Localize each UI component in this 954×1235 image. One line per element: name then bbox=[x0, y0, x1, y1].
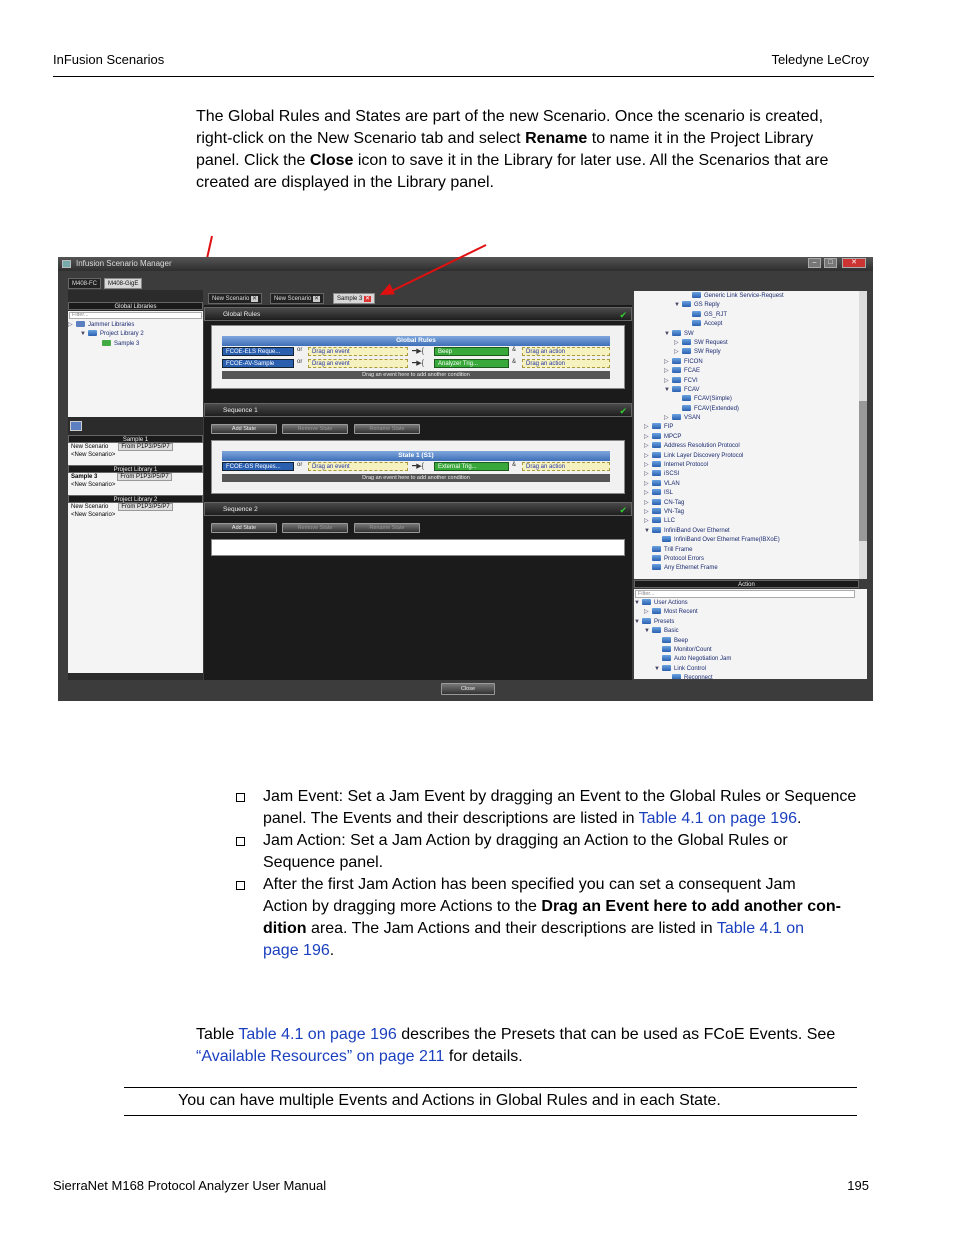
sequence-2-bar[interactable]: Sequence 2 ✔ bbox=[204, 502, 632, 516]
tree-item[interactable] bbox=[634, 405, 859, 414]
event-tree-scrollbar[interactable] bbox=[859, 291, 867, 579]
library-row[interactable]: <New Scenario> bbox=[71, 482, 116, 488]
sequence-2-panel bbox=[211, 539, 625, 556]
arrow-connector-icon: ━▶{ bbox=[412, 463, 424, 470]
remove-state-button[interactable]: Remove State bbox=[282, 424, 348, 434]
folder-icon bbox=[682, 301, 691, 307]
header-rule bbox=[53, 76, 874, 77]
tree-item[interactable] bbox=[634, 655, 867, 664]
folder-icon bbox=[662, 655, 671, 661]
tree-item[interactable] bbox=[634, 555, 859, 564]
drag-action-cell[interactable]: Drag an action bbox=[522, 462, 610, 471]
action-cell[interactable]: Beep bbox=[434, 347, 509, 356]
tree-item[interactable] bbox=[634, 320, 859, 329]
folder-icon bbox=[682, 348, 691, 354]
tree-item[interactable] bbox=[634, 517, 859, 526]
expand-toggle-icon[interactable]: ▷ bbox=[644, 499, 649, 506]
folder-icon bbox=[682, 405, 691, 411]
expand-toggle-icon[interactable]: ▷ bbox=[674, 339, 679, 346]
bullet-list bbox=[236, 786, 876, 962]
tree-item[interactable] bbox=[634, 618, 867, 627]
arrow-connector-icon: ━▶{ bbox=[412, 360, 424, 367]
tree-item-label: Internet Protocol bbox=[664, 462, 709, 469]
folder-icon bbox=[662, 665, 671, 671]
expand-toggle-icon[interactable]: ▷ bbox=[644, 609, 649, 616]
tree-item[interactable] bbox=[634, 433, 859, 442]
library-row[interactable]: New Scenario From P1P3/P5/P7 bbox=[71, 443, 203, 451]
expand-toggle-icon[interactable]: ▷ bbox=[644, 462, 649, 469]
tree-item-label: SW bbox=[684, 330, 694, 337]
folder-icon bbox=[642, 618, 651, 624]
library-header-project-library-1: Project Library 1 bbox=[68, 465, 203, 473]
window-titlebar: Infusion Scenario Manager bbox=[58, 257, 873, 271]
library-list bbox=[68, 435, 203, 673]
drag-event-cell[interactable]: Drag an event bbox=[308, 462, 408, 471]
event-cell[interactable]: FCOE-AV-Sample bbox=[222, 359, 294, 368]
tree-item[interactable] bbox=[634, 470, 859, 479]
folder-icon bbox=[672, 358, 681, 364]
tree-item[interactable] bbox=[634, 608, 867, 617]
folder-icon bbox=[692, 292, 701, 298]
checkbox-bullet-icon bbox=[236, 881, 245, 890]
tree-item-label: Reconnect bbox=[684, 675, 713, 679]
action-cell[interactable]: External Trig... bbox=[434, 462, 509, 471]
tree-item[interactable] bbox=[634, 423, 859, 432]
tree-item[interactable] bbox=[634, 461, 859, 470]
drag-event-cell[interactable]: Drag an event bbox=[308, 359, 408, 368]
folder-icon bbox=[652, 461, 661, 467]
scenario-tab-active[interactable]: Sample 3 ✕ bbox=[333, 293, 375, 304]
tree-item[interactable] bbox=[634, 536, 859, 545]
note-rule-bottom bbox=[124, 1115, 857, 1116]
drag-action-cell[interactable]: Drag an action bbox=[522, 359, 610, 368]
tree-item-label: ISL bbox=[664, 490, 674, 497]
tree-item[interactable] bbox=[634, 452, 859, 461]
close-button[interactable]: Close bbox=[441, 683, 495, 695]
expand-toggle-icon[interactable]: ▷ bbox=[674, 349, 679, 356]
folder-icon bbox=[652, 442, 661, 448]
expand-toggle-icon[interactable]: ▷ bbox=[644, 452, 649, 459]
tab-close-icon[interactable]: ✕ bbox=[365, 296, 371, 302]
footer-title: SierraNet M168 Protocol Analyzer User Manual bbox=[53, 1178, 327, 1193]
tree-item[interactable] bbox=[634, 442, 859, 451]
rename-state-button[interactable]: Rename State bbox=[354, 523, 420, 533]
tree-item-label: Generic Link Service-Request bbox=[704, 293, 784, 299]
expand-toggle-icon[interactable]: ▼ bbox=[674, 302, 680, 309]
tree-item[interactable] bbox=[634, 564, 859, 573]
tree-item-label: Accept bbox=[704, 321, 723, 328]
library-row[interactable]: New Scenario From P1P3/P5/P7 bbox=[71, 503, 203, 511]
event-tree-pane bbox=[634, 291, 859, 579]
folder-icon bbox=[672, 414, 681, 420]
global-libraries-header: Global Libraries bbox=[68, 302, 203, 310]
drag-condition-area[interactable]: Drag an event here to add another condition bbox=[222, 474, 610, 482]
tree-item-label: FIP bbox=[664, 424, 674, 431]
intro-line: The Global Rules and States are part of the new Scenario. Once the scenario is created, bbox=[196, 108, 824, 125]
table-link[interactable]: Table 4.1 on page 196 bbox=[638, 810, 797, 827]
tree-item-label: FCAV(Extended) bbox=[694, 405, 739, 412]
state-1-panel bbox=[211, 440, 625, 494]
tree-item-label: SW Request bbox=[694, 339, 728, 346]
event-cell[interactable]: FCOE-GS Reques... bbox=[222, 462, 294, 471]
scenario-tab[interactable]: New Scenario ✕ bbox=[208, 293, 262, 304]
folder-icon bbox=[652, 546, 661, 552]
expand-toggle-icon[interactable]: ▷ bbox=[644, 480, 649, 487]
expand-toggle-icon[interactable]: ▷ bbox=[664, 415, 669, 422]
tree-item-sample-3[interactable]: Sample 3 bbox=[68, 340, 203, 349]
expand-toggle-icon[interactable]: ▷ bbox=[644, 443, 649, 450]
tree-item-label: Basic bbox=[664, 628, 679, 635]
tree-item-label: InfiniBand Over Ethernet Frame(IBXoE) bbox=[674, 537, 780, 544]
folder-icon bbox=[692, 320, 701, 326]
folder-icon bbox=[652, 527, 661, 533]
folder-icon bbox=[662, 646, 671, 652]
intro-line: created are displayed in the Library panel. bbox=[196, 174, 494, 191]
add-state-button[interactable]: Add State bbox=[211, 424, 277, 434]
folder-icon bbox=[672, 674, 681, 679]
running-header-left: InFusion Scenarios bbox=[53, 52, 165, 67]
folder-icon bbox=[652, 433, 661, 439]
expand-toggle-icon[interactable]: ▼ bbox=[654, 665, 660, 672]
tree-item-label: Monitor/Count bbox=[674, 646, 712, 653]
tree-item[interactable] bbox=[634, 480, 859, 489]
table-paragraph: Table Table 4.1 on page 196 describes the Presets that can be used as FCoE Events. See “Available Resources” on page 211 for details. bbox=[196, 1026, 836, 1065]
tree-item[interactable] bbox=[634, 377, 859, 386]
folder-icon bbox=[652, 452, 661, 458]
expand-toggle-icon[interactable]: ▷ bbox=[644, 490, 649, 497]
expand-toggle-icon[interactable]: ▷ bbox=[644, 471, 649, 478]
folder-icon bbox=[682, 339, 691, 345]
tree-item[interactable] bbox=[634, 499, 859, 508]
expand-toggle-icon[interactable]: ▷ bbox=[644, 424, 649, 431]
expand-toggle-icon[interactable]: ▷ bbox=[664, 368, 669, 375]
tree-item[interactable] bbox=[634, 674, 867, 679]
tab-m408-gige[interactable]: M408-GigE bbox=[104, 278, 142, 289]
check-icon: ✔ bbox=[619, 310, 627, 320]
tree-item[interactable] bbox=[634, 646, 867, 655]
tree-item-label: Most Recent bbox=[664, 609, 698, 616]
folder-icon bbox=[652, 499, 661, 505]
tree-item-label: Any Ethernet Frame bbox=[664, 565, 718, 572]
close-window-icon[interactable]: ✕ bbox=[842, 258, 866, 268]
expand-toggle-icon[interactable]: ▼ bbox=[644, 628, 650, 635]
and-label: & bbox=[512, 347, 517, 353]
folder-icon bbox=[652, 508, 661, 514]
expand-toggle-icon[interactable]: ▷ bbox=[664, 358, 669, 365]
tree-item[interactable] bbox=[634, 348, 859, 357]
list-item: Jam Action: Set a Jam Action by dragging an Action to the Global Rules or Sequence panel. bbox=[236, 830, 876, 874]
table-link[interactable]: Table 4.1 on bbox=[716, 920, 805, 937]
list-item: Jam Event: Set a Jam Event by dragging an Event to the Global Rules or Sequence panel. The Events and their descriptions are listed in Table 4.1 on page 196. bbox=[236, 786, 876, 830]
global-rules-panel bbox=[211, 325, 625, 389]
library-row[interactable]: <New Scenario> bbox=[71, 512, 116, 518]
app-icon bbox=[62, 260, 71, 268]
and-label: & bbox=[512, 359, 517, 365]
tree-item[interactable] bbox=[634, 527, 859, 536]
or-label: or bbox=[297, 462, 303, 468]
tree-item-project-library-2[interactable]: ▼ Project Library 2 bbox=[80, 331, 144, 338]
drag-action-cell[interactable]: Drag an action bbox=[522, 347, 610, 356]
folder-icon bbox=[652, 489, 661, 495]
folder-icon bbox=[652, 423, 661, 429]
library-row[interactable]: Sample 3 From P1P3/P5/P7 bbox=[71, 473, 203, 481]
tree-item-label: iSCSI bbox=[664, 471, 680, 478]
table-link[interactable]: page 196 bbox=[263, 942, 330, 959]
arrow-connector-icon: ━▶{ bbox=[412, 348, 424, 355]
expand-toggle-icon[interactable]: ▷ bbox=[644, 508, 649, 515]
tree-item-label: LLC bbox=[664, 518, 676, 525]
note-text: You can have multiple Events and Actions in Global Rules and in each State. bbox=[178, 1092, 721, 1109]
tree-item-label: Trill Frame bbox=[664, 546, 693, 553]
tree-item-label: Link Layer Discovery Protocol bbox=[664, 452, 744, 459]
or-label: or bbox=[297, 359, 303, 365]
tab-close-icon[interactable]: ✕ bbox=[314, 296, 320, 302]
resources-link[interactable]: “Available Resources” on page 211 bbox=[196, 1048, 445, 1065]
checkbox-bullet-icon bbox=[236, 793, 245, 802]
intro-paragraph bbox=[196, 106, 876, 194]
tree-item-label: SW Reply bbox=[694, 349, 721, 356]
folder-icon bbox=[682, 395, 691, 401]
folder-icon bbox=[672, 367, 681, 373]
tree-item[interactable] bbox=[634, 339, 859, 348]
library-row[interactable]: <New Scenario> bbox=[71, 452, 116, 458]
page-number: 195 bbox=[847, 1178, 869, 1193]
expand-toggle-icon[interactable]: ▼ bbox=[644, 527, 650, 534]
folder-icon bbox=[692, 311, 701, 317]
sequence-1-bar[interactable]: Sequence 1 ✔ bbox=[204, 403, 632, 417]
and-label: & bbox=[512, 462, 517, 468]
expand-toggle-icon[interactable]: ▼ bbox=[634, 618, 640, 625]
scenario-manager-screenshot bbox=[58, 257, 873, 701]
maximize-icon[interactable]: □ bbox=[824, 258, 837, 268]
expand-toggle-icon[interactable]: ▼ bbox=[634, 600, 640, 606]
tree-item-label: GS Reply bbox=[694, 302, 720, 309]
library-header-project-library-2: Project Library 2 bbox=[68, 495, 203, 503]
tree-item-label: FCAV bbox=[684, 386, 700, 393]
global-libraries-filter[interactable]: Filter... bbox=[69, 312, 202, 319]
tree-item[interactable] bbox=[634, 546, 859, 555]
table-link[interactable]: Table 4.1 on page 196 bbox=[238, 1026, 397, 1043]
tree-item[interactable] bbox=[634, 301, 859, 310]
drag-event-cell[interactable]: Drag an event bbox=[308, 347, 408, 356]
tree-item-label: CN-Tag bbox=[664, 499, 685, 506]
global-rules-bar[interactable]: Global Rules ✔ bbox=[204, 307, 632, 321]
or-label: or bbox=[297, 347, 303, 353]
remove-state-button[interactable]: Remove State bbox=[282, 523, 348, 533]
list-item: After the first Jam Action has been specified you can set a consequent Jam Action by dragging more Actions to the Drag an Event here to add another con- dition area. The Jam Actions and their descriptions are listed in Table 4.1 on page 196. bbox=[236, 874, 876, 962]
expand-toggle-icon[interactable]: ▷ bbox=[644, 433, 649, 440]
tree-item-label: MPCP bbox=[664, 433, 682, 440]
tree-item-label: FICON bbox=[684, 358, 703, 365]
folder-icon bbox=[652, 564, 661, 570]
tree-item-label: User Actions bbox=[654, 600, 688, 606]
folder-icon bbox=[652, 608, 661, 614]
checkbox-bullet-icon bbox=[236, 837, 245, 846]
folder-icon bbox=[652, 627, 661, 633]
tree-item[interactable] bbox=[634, 358, 859, 367]
folder-icon bbox=[652, 517, 661, 523]
tree-item-label: FCVI bbox=[684, 377, 698, 384]
tab-m408-fc[interactable]: M408-FC bbox=[68, 278, 101, 289]
library-icon[interactable] bbox=[70, 421, 82, 431]
state-title: State 1 (S1) bbox=[222, 451, 610, 461]
tree-item-label: FCAE bbox=[684, 368, 701, 375]
tree-item-label: Beep bbox=[674, 637, 689, 644]
tree-item[interactable] bbox=[634, 599, 867, 608]
tree-item-label: FCAV(Simple) bbox=[694, 396, 732, 403]
folder-icon bbox=[672, 386, 681, 392]
expand-toggle-icon[interactable]: ▷ bbox=[644, 518, 649, 525]
tree-item[interactable] bbox=[634, 330, 859, 339]
action-filter[interactable]: Filter... bbox=[635, 590, 855, 598]
running-header-right: Teledyne LeCroy bbox=[771, 52, 869, 67]
rename-state-button[interactable]: Rename State bbox=[354, 424, 420, 434]
folder-icon bbox=[662, 536, 671, 542]
check-icon: ✔ bbox=[619, 505, 627, 515]
tree-item-jammer-libraries[interactable]: ▷ Jammer Libraries bbox=[68, 322, 135, 328]
tree-item-label: VN-Tag bbox=[664, 508, 685, 515]
folder-icon bbox=[652, 480, 661, 486]
intro-line: right-click on the New Scenario tab and select Rename to name it in the Project Library bbox=[196, 130, 814, 147]
tree-item-label: Presets bbox=[654, 618, 675, 625]
drag-condition-area[interactable]: Drag an event here to add another condition bbox=[222, 371, 610, 379]
tree-item-label: Auto Negotiation Jam bbox=[674, 656, 732, 663]
expand-toggle-icon[interactable]: ▼ bbox=[664, 386, 670, 393]
tree-item[interactable] bbox=[634, 637, 867, 646]
intro-line: panel. Click the Close icon to save it in the Library for later use. All the Scenarios that are bbox=[196, 152, 829, 169]
folder-icon bbox=[672, 377, 681, 383]
expand-toggle-icon[interactable]: ▷ bbox=[664, 377, 669, 384]
note-rule-top bbox=[124, 1087, 857, 1088]
tree-item-label: InfiniBand Over Ethernet bbox=[664, 527, 730, 534]
tree-item[interactable] bbox=[634, 395, 859, 404]
tree-item[interactable] bbox=[634, 627, 867, 636]
tree-item[interactable] bbox=[634, 367, 859, 376]
action-tree-pane bbox=[634, 589, 867, 679]
folder-icon bbox=[672, 330, 681, 336]
folder-icon bbox=[642, 599, 651, 605]
tree-item-label: GS_RJT bbox=[704, 311, 728, 318]
tree-item[interactable] bbox=[634, 414, 859, 423]
tree-item[interactable] bbox=[634, 665, 867, 674]
tree-item-label: VSAN bbox=[684, 415, 701, 422]
global-rules-title: Global Rules bbox=[222, 336, 610, 346]
tree-item-label: VLAN bbox=[664, 480, 680, 487]
tree-item[interactable] bbox=[634, 508, 859, 517]
action-panel-header: Action bbox=[634, 580, 859, 588]
add-state-button[interactable]: Add State bbox=[211, 523, 277, 533]
check-icon: ✔ bbox=[619, 406, 627, 416]
action-cell[interactable]: Analyzer Trig... bbox=[434, 359, 509, 368]
global-libraries-pane bbox=[68, 311, 203, 417]
tree-item[interactable] bbox=[634, 292, 859, 301]
tree-item[interactable] bbox=[634, 386, 859, 395]
tree-item-label: Address Resolution Protocol bbox=[664, 443, 740, 450]
tree-item[interactable] bbox=[634, 311, 859, 320]
tab-close-icon[interactable]: ✕ bbox=[252, 296, 258, 302]
minimize-icon[interactable]: – bbox=[808, 258, 821, 268]
event-cell[interactable]: FCOE-ELS Reque... bbox=[222, 347, 294, 356]
folder-icon bbox=[652, 555, 661, 561]
expand-toggle-icon[interactable]: ▼ bbox=[664, 330, 670, 337]
tree-item-label: Protocol Errors bbox=[664, 555, 705, 562]
folder-icon bbox=[652, 470, 661, 476]
tree-item-label: Link Control bbox=[674, 665, 707, 672]
library-header-sample-1: Sample 1 bbox=[68, 435, 203, 443]
tree-item[interactable] bbox=[634, 489, 859, 498]
folder-icon bbox=[662, 637, 671, 643]
scenario-tab[interactable]: New Scenario ✕ bbox=[270, 293, 324, 304]
